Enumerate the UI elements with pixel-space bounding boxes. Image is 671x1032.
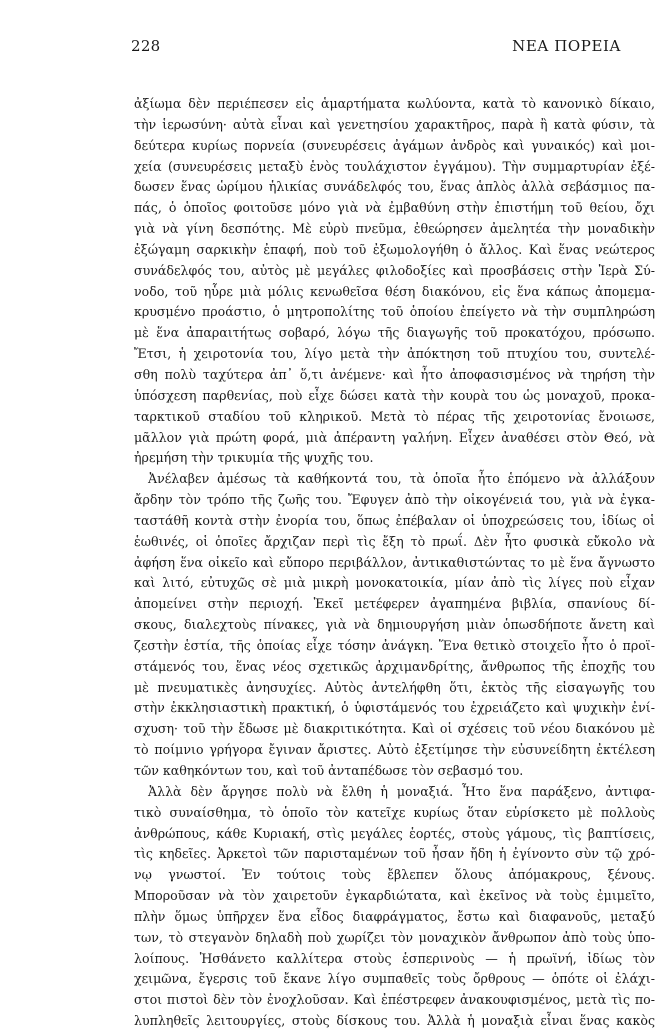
body-text (134, 94, 655, 1032)
text-line: ζεστὴν ἑστία, τῆς ὁποίας εἶχε τόσην ἀνάγκη. Ἕνα θετικὸ στοιχεῖο ἦτο ὁ προϊ- (134, 637, 655, 653)
text-line: τὴν ἱερωσύνη· αὐτὰ εἶναι καὶ γενετησίου χαρακτῆρος, παρὰ ἢ κατὰ φύσιν, τὰ (134, 116, 655, 132)
text-line: πάς, ὁ ὁποῖος φοιτοῦσε μόνο γιὰ νὰ ἐμβαθύνη στὴν ἐπιστήμη τοῦ θείου, ὄχι (134, 200, 655, 216)
text-line: στὴν ἐκκλησιαστικὴ πρακτική, ὁ ὑφιστάμενός του ἐχρειάζετο καὶ ψυχικὴν ἐνί- (134, 700, 655, 716)
text-line: ἑωθινές, οἱ ὁποῖες ἄρχιζαν περὶ τὶς ἔξη τὸ πρωΐ. Δὲν ἦτο φυσικὰ εὔκολο νὰ (134, 533, 655, 549)
text-line: δεύτερα κυρίως πορνεία (συνευρέσεις ἀγάμων ἀνδρὸς καὶ γυναικός) καὶ μοι- (134, 137, 655, 153)
text-line: νῳ γνωστοί. Ἐν τούτοις τοὺς ἔβλεπεν ὅλους ἀπόμακρους, ξένους. (134, 867, 655, 883)
running-title: ΝΕΑ ΠΟΡΕΙΑ (512, 37, 621, 55)
text-line: Ἀνέλαβεν ἀμέσως τὰ καθήκοντά του, τὰ ὁποῖα ἦτο ἑπόμενο νὰ ἀλλάξουν (148, 471, 655, 487)
text-line: καὶ λιτό, εὐτυχῶς σὲ μιὰ μικρὴ μονοκατοικία, μίαν ἀπὸ τὶς λίγες ποὺ εἶχαν (134, 575, 655, 591)
text-line: κρυσμένο προάστιο, ὁ μητροπολίτης τοῦ ὁποίου ἐπείγετο νὰ τὴν συμπληρώση (134, 304, 655, 320)
text-line: ἀπομείνει στὴν περιοχή. Ἐκεῖ μετέφερεν ἀγαπημένα βιβλία, σπανίους δί- (134, 596, 655, 612)
text-line: τὸ ποίμνιο γρήγορα ἔγιναν ἄριστες. Αὐτὸ ἐξετίμησε τὴν εὐσυνείδητη ἐκτέλεση (134, 742, 655, 758)
text-line: ἀξίωμα δὲν περιέπεσεν εἰς ἁμαρτήματα κωλύοντα, κατὰ τὸ κανονικὸ δίκαιο, (134, 96, 655, 111)
text-line: ὑπόσχεση παρθενίας, ποὺ εἶχε δώσει κατὰ τὴν κουρὰ του ὡς μοναχοῦ, προκα- (134, 387, 655, 403)
text-line: ἄρδην τὸν τρόπο τῆς ζωῆς του. Ἔφυγεν ἀπὸ τὴν οἰκογένειά του, γιὰ νὰ ἐγκα- (134, 492, 655, 508)
text-line: μᾶλλον γιὰ πρώτη φορά, μιὰ ἀπέραντη γαλήνη. Εἶχεν ἀναθέσει στὸν Θεό, νὰ (134, 429, 655, 445)
text-line: νοδο, τοῦ ηὗρε μιὰ μόλις κενωθεῖσα θέση διακόνου, εἰς ἕνα κάπως ἀπομεμα- (134, 283, 655, 299)
text-line: Ἔτσι, ἡ χειροτονία του, λίγο μετὰ τὴν ἀπόκτηση τοῦ πτυχίου του, συντελέ- (134, 346, 655, 362)
text-line: τῶν καθηκόντων του, καὶ τοῦ ἀνταπέδωσε τὸν σεβασμό του. (134, 763, 524, 778)
text-line: ἀνθρώπους, κάθε Κυριακή, στὶς μεγάλες ἑορτές, στοὺς γάμους, τὶς βαπτίσεις, (134, 825, 655, 841)
page-number: 228 (131, 37, 161, 55)
text-line: Μποροῦσαν νὰ τὸν χαιρετοῦν ἐγκαρδιώτατα, καὶ ἐκεῖνος νὰ τοὺς ἐμιμεῖτο, (134, 888, 655, 904)
text-line: λοίπους. Ἠσθάνετο καλλίτερα στοὺς ἑσπερινοὺς — ἡ πρωϊνή, ἰδίως τὸν (134, 950, 655, 966)
text-line: δωσεν ἕνας ὡρίμου ἡλικίας συνάδελφός του, ἕνας ἁπλὸς ἀλλὰ σεβάσμιος πα- (134, 179, 655, 195)
text-line: Ἀλλὰ δὲν ἄργησε πολὺ νὰ ἔλθη ἡ μοναξιά. Ἦτο ἕνα παράξενο, ἀντιφα- (148, 783, 655, 799)
text-line: ἠρεμήση τὴν τρικυμία τῆς ψυχῆς του. (134, 450, 374, 466)
text-line: μὲ πνευματικὲς ἀνησυχίες. Αὐτὸς ἀντελήφθη ὅτι, ἐκτὸς τῆς εἰσαγωγῆς του (134, 679, 655, 695)
text-line: ταστάθῆ κοντὰ στὴν ἐνορία του, ὅπως ἐπέβαλαν οἱ ὑποχρεώσεις του, ἰδίως οἱ (134, 512, 655, 528)
text-line: σθη πολὺ ταχύτερα ἀπ᾿ ὅ,τι ἀνέμενε· καὶ ἦτο ἀποφασισμένος νὰ τηρήση τὴν (134, 366, 655, 382)
text-line: ἐξώγαμη σαρκικὴν ἐπαφή, ποὺ τοῦ ἐξωμολογήθη ὁ ἄλλος. Καὶ ἕνας νεώτερος (134, 241, 655, 257)
text-line: των, τὸ στεγανὸν δηλαδὴ ποὺ χωρίζει τὸν μοναχικὸν ἄνθρωπον ἀπὸ τοὺς ὑπο- (134, 929, 655, 945)
text-line: στάμενός του, ἕνας νέος σχετικῶς ἀρχιμανδρίτης, ἄνθρωπος τῆς ἐποχῆς του (134, 658, 655, 674)
text-line: συνάδελφός του, αὐτὸς μὲ μεγάλες φιλοδοξίες καὶ προσβάσεις στὴν Ἱερὰ Σύ- (134, 262, 655, 278)
text-line: χεία (συνευρέσεις μεταξὺ ἑνὸς τουλάχιστον ἐγγάμου). Τὴν συμμαρτυρίαν ἐξέ- (134, 158, 655, 174)
text-line: ἀφήση ἕνα οἰκεῖο καὶ εὔπορο περιβάλλον, ἀντικαθιστώντας το μὲ ἕνα ἄγνωστο (134, 554, 655, 570)
text-line: σκους, διαλεχτοὺς πίνακες, γιὰ νὰ δημιουργήση μιὰν ὁπωσδήποτε ἄνετη καὶ (134, 617, 655, 633)
text-line: στοι πιστοὶ δὲν τὸν ἐνοχλοῦσαν. Καὶ ἐπέστρεφεν ἀνακουφισμένος, μετὰ τὶς πο- (134, 992, 655, 1008)
text-line: μὲ ἕνα ἀπαραιτήτως σοβαρό, λόγω τῆς διαγωγῆς τοῦ προκατόχου, πρόσωπο. (134, 325, 655, 341)
text-line: τὶς κηδεῖες. Ἀρκετοὶ τῶν παρισταμένων τοῦ ἦσαν ἤδη ἡ ἐγίνοντο σὺν τῷ χρό- (134, 846, 655, 862)
text-line: γιὰ νὰ γίνη δεσπότης. Μὲ εὐρὺ πνεῦμα, ἐθεώρησεν ἀμελητέα τὴν μοναδικὴν (134, 221, 655, 237)
text-line: τικὸ συναίσθημα, τὸ ὁποῖο τὸν κατεῖχε κυρίως ὅταν εὑρίσκετο μὲ πολλοὺς (134, 804, 655, 820)
text-line: ταρκτικοῦ σταδίου τοῦ κληρικοῦ. Μετὰ τὸ πέρας τῆς χειροτονίας ἔνοιωσε, (134, 408, 655, 424)
text-line: πλὴν ὅμως ὑπῆρχεν ἕνα εἶδος διαφράγματος, ἔστω καὶ διαφανοῦς, μεταξύ (134, 908, 655, 924)
text-line: σχυση· τοῦ τὴν ἔδωσε μὲ διακριτικότητα. Καὶ οἱ σχέσεις τοῦ νέου διακόνου μὲ (134, 721, 655, 737)
text-line: λυπληθεῖς λειτουργίες, στοὺς δίσκους του. Ἀλλὰ ἡ μοναξιὰ εἶναι ἕνας κακὸς (134, 1013, 655, 1029)
text-line: χειμῶνα, ἔγερσις τοῦ ἔκανε λίγο συμπαθεῖς τοὺς ὄρθρους — ὁπότε οἱ ἐλάχι- (134, 971, 655, 987)
